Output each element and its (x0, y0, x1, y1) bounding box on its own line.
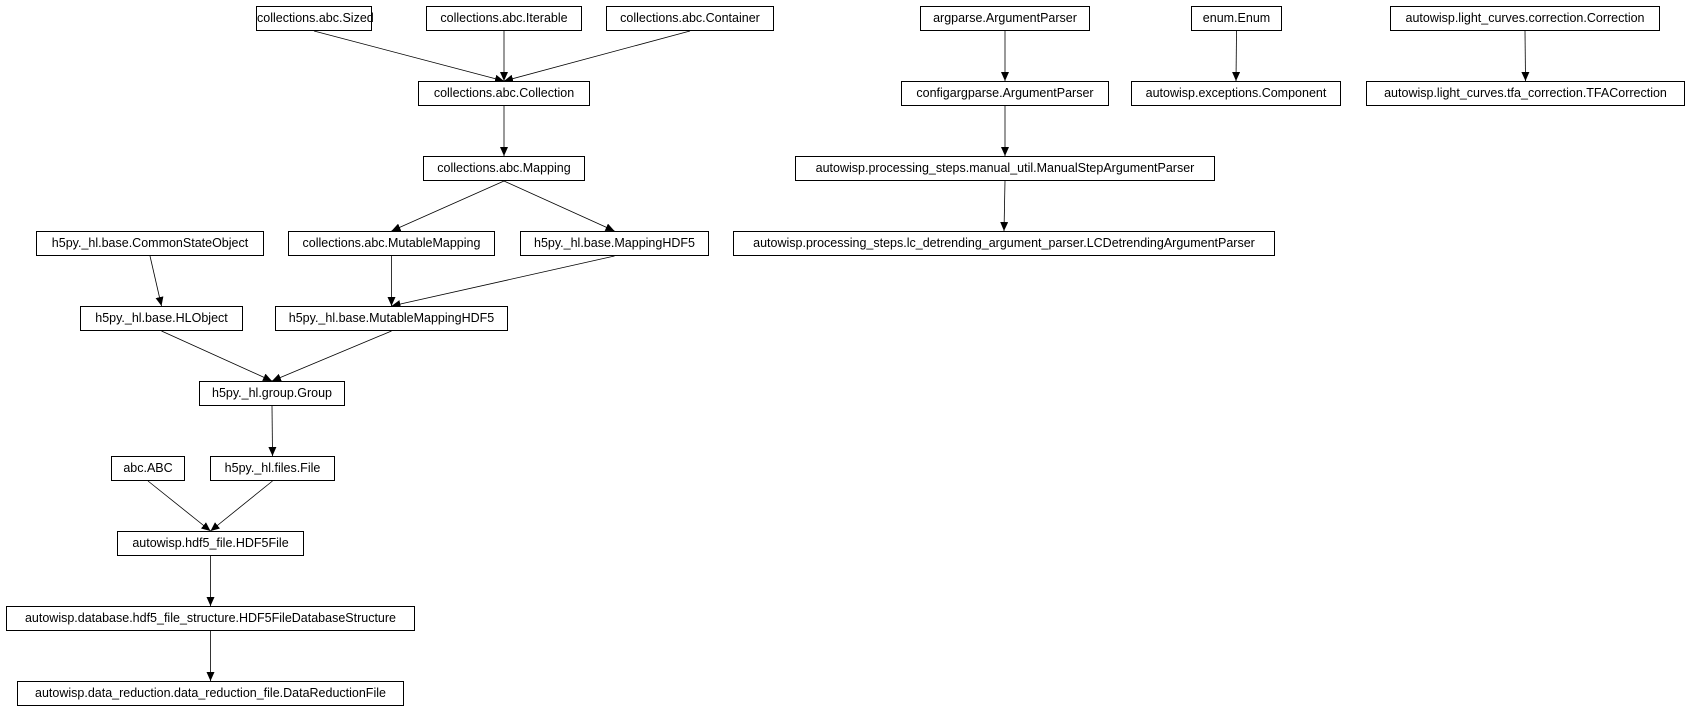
inheritance-arrow-manualparser-to-lcparser (1004, 181, 1005, 231)
class-node-autowisp-hdf5-file-database-structure[interactable]: autowisp.database.hdf5_file_structure.HDF5FileDatabaseStructure (6, 606, 415, 631)
class-node-h5py-common-state-object[interactable]: h5py._hl.base.CommonStateObject (36, 231, 264, 256)
class-node-collections-abc-sized[interactable]: collections.abc.Sized (256, 6, 372, 31)
class-node-collections-abc-iterable[interactable]: collections.abc.Iterable (426, 6, 582, 31)
inheritance-arrow-mapping-to-mutablemapping (392, 181, 505, 231)
class-node-h5py-hl-object[interactable]: h5py._hl.base.HLObject (80, 306, 243, 331)
inheritance-arrow-sized-to-collection (314, 31, 504, 81)
class-node-collections-abc-collection[interactable]: collections.abc.Collection (418, 81, 590, 106)
class-node-enum-enum[interactable]: enum.Enum (1191, 6, 1282, 31)
class-node-lc-detrending-argument-parser[interactable]: autowisp.processing_steps.lc_detrending_argument_parser.LCDetrendingArgumentParser (733, 231, 1275, 256)
class-node-autowisp-data-reduction-file[interactable]: autowisp.data_reduction.data_reduction_file.DataReductionFile (17, 681, 404, 706)
inheritance-arrow-mappinghdf5-to-mutablemappinghdf5 (392, 256, 615, 306)
class-node-h5py-group[interactable]: h5py._hl.group.Group (199, 381, 345, 406)
inheritance-arrow-abc-to-hdf5file (148, 481, 211, 531)
class-node-autowisp-exceptions-component[interactable]: autowisp.exceptions.Component (1131, 81, 1341, 106)
class-node-collections-abc-mapping[interactable]: collections.abc.Mapping (423, 156, 585, 181)
inheritance-arrow-group-to-file (272, 406, 273, 456)
inheritance-arrow-container-to-collection (504, 31, 690, 81)
class-node-collections-abc-container[interactable]: collections.abc.Container (606, 6, 774, 31)
class-node-h5py-mutable-mapping-hdf5[interactable]: h5py._hl.base.MutableMappingHDF5 (275, 306, 508, 331)
class-node-autowisp-hdf5-file[interactable]: autowisp.hdf5_file.HDF5File (117, 531, 304, 556)
class-node-collections-abc-mutable-mapping[interactable]: collections.abc.MutableMapping (288, 231, 495, 256)
inheritance-arrow-enum-to-component (1236, 31, 1237, 81)
class-node-abc-abc[interactable]: abc.ABC (111, 456, 185, 481)
inheritance-arrow-commonstate-to-hlobject (150, 256, 162, 306)
inheritance-arrow-correction-to-tfacorrection (1525, 31, 1526, 81)
class-node-h5py-files-file[interactable]: h5py._hl.files.File (210, 456, 335, 481)
inheritance-arrow-hlobject-to-group (162, 331, 273, 381)
class-node-autowisp-tfa-correction[interactable]: autowisp.light_curves.tfa_correction.TFACorrection (1366, 81, 1685, 106)
class-node-argparse-argument-parser[interactable]: argparse.ArgumentParser (920, 6, 1090, 31)
class-node-h5py-mapping-hdf5[interactable]: h5py._hl.base.MappingHDF5 (520, 231, 709, 256)
class-node-autowisp-correction[interactable]: autowisp.light_curves.correction.Correction (1390, 6, 1660, 31)
inheritance-arrow-mutablemappinghdf5-to-group (272, 331, 392, 381)
class-node-configargparse-argument-parser[interactable]: configargparse.ArgumentParser (901, 81, 1109, 106)
inheritance-arrow-file-to-hdf5file (211, 481, 273, 531)
inheritance-arrow-mapping-to-mappinghdf5 (504, 181, 615, 231)
class-node-manual-step-argument-parser[interactable]: autowisp.processing_steps.manual_util.ManualStepArgumentParser (795, 156, 1215, 181)
